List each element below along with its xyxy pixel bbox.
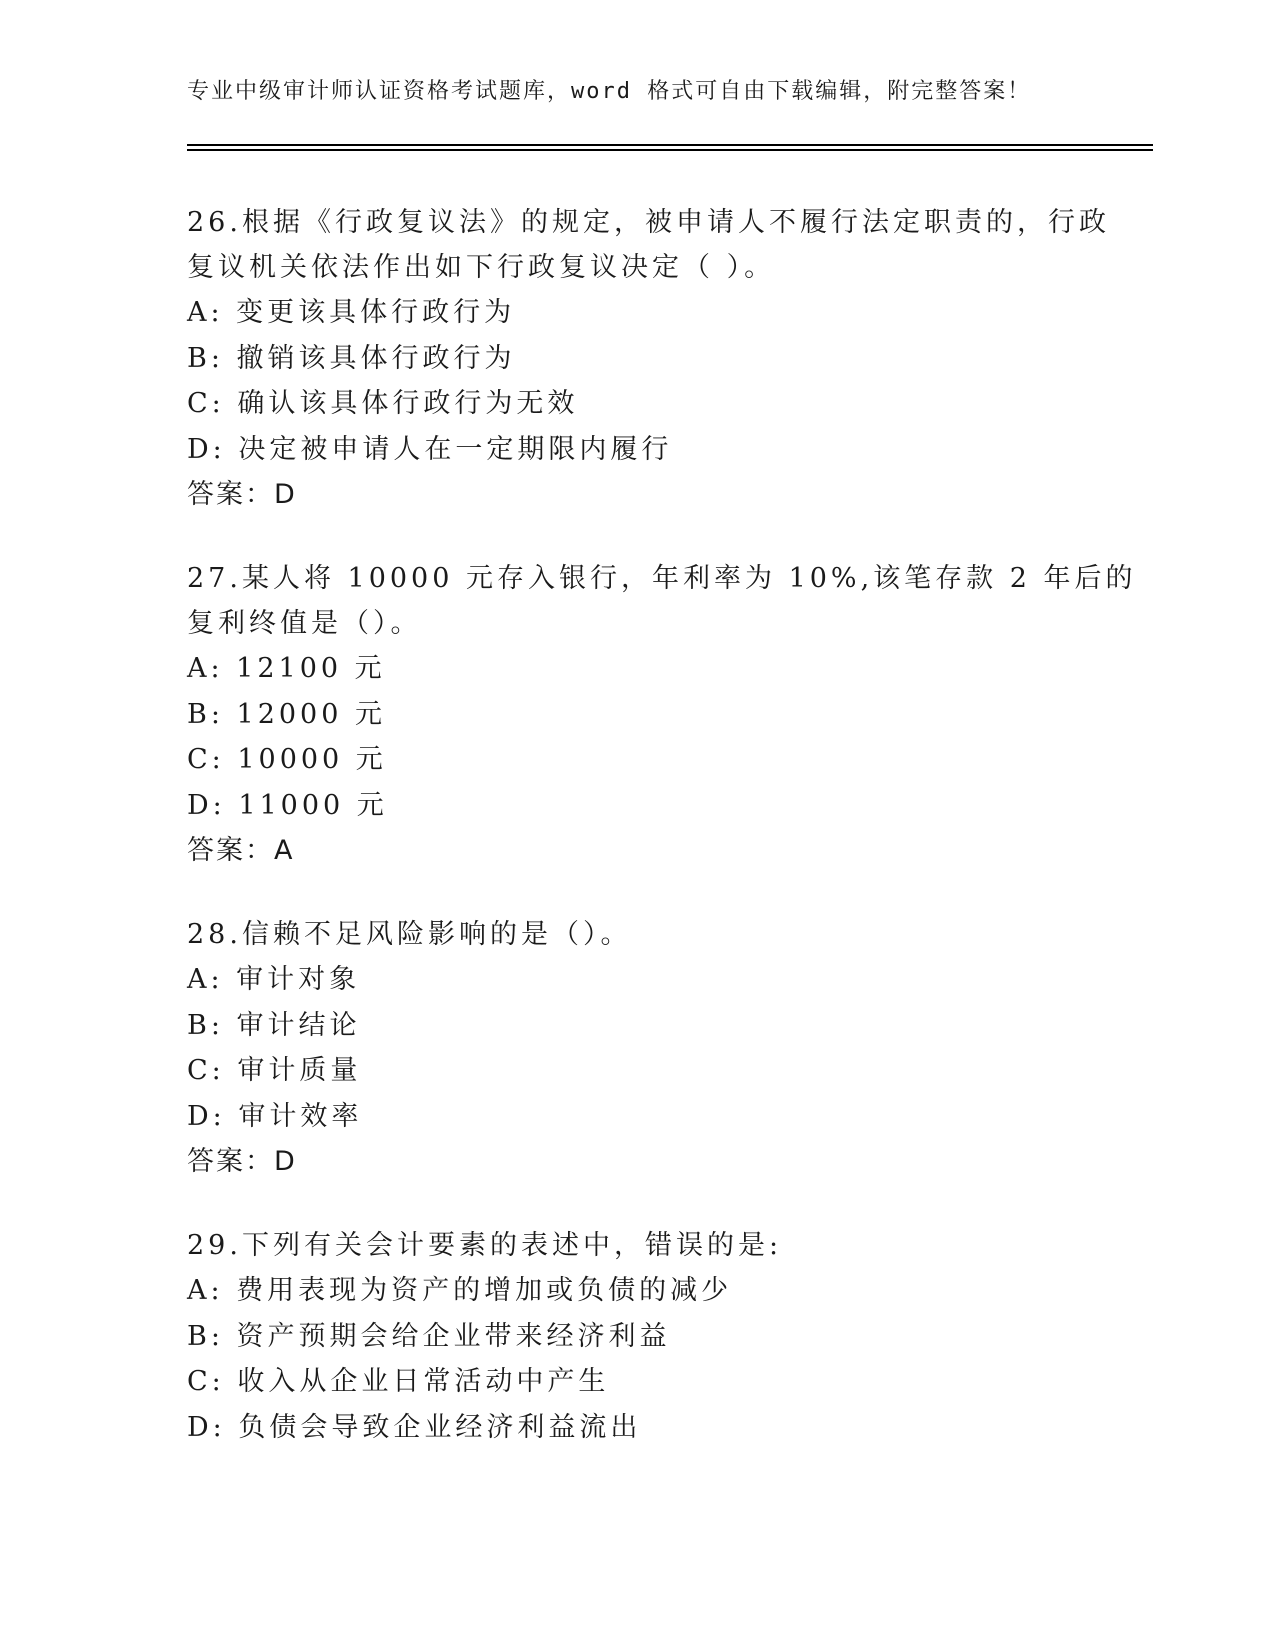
option-a: A: 审计对象 (187, 964, 361, 995)
option-b: B: 撤销该具体行政行为 (187, 342, 516, 374)
question-list (187, 200, 1137, 1488)
answer: 答案：D (187, 479, 297, 510)
option-a: A: 变更该具体行政行为 (187, 297, 516, 328)
option-a: A: 12100 元 (187, 653, 386, 684)
page-header: 专业中级审计师认证资格考试题库，word 格式可自由下载编辑，附完整答案！ (187, 79, 1032, 104)
question-stem: 27.某人将 10000 元存入银行，年利率为 10%,该笔存款 2 年后的复利终值是（）。 (187, 563, 1137, 639)
option-b: B: 12000 元 (187, 698, 386, 730)
answer: 答案：A (187, 835, 295, 866)
question-29 (187, 1223, 1137, 1450)
option-c: C: 10000 元 (187, 744, 387, 775)
option-d: D: 11000 元 (187, 789, 388, 821)
option-d: D: 决定被申请人在一定期限内履行 (187, 433, 673, 465)
question-27 (187, 556, 1137, 874)
header-divider-second (187, 149, 1153, 151)
question-26 (187, 200, 1137, 518)
header-divider (187, 144, 1153, 146)
option-c: C: 收入从企业日常活动中产生 (187, 1366, 610, 1397)
option-b: B: 审计结论 (187, 1009, 361, 1041)
question-stem: 26.根据《行政复议法》的规定，被申请人不履行法定职责的，行政复议机关依法作出如下行政复议决定（ ）。 (187, 207, 1110, 283)
option-c: C: 确认该具体行政行为无效 (187, 388, 579, 419)
option-b: B: 资产预期会给企业带来经济利益 (187, 1320, 671, 1352)
question-stem: 28.信赖不足风险影响的是（）。 (187, 919, 632, 950)
option-d: D: 负债会导致企业经济利益流出 (187, 1411, 642, 1443)
question-28 (187, 912, 1137, 1185)
question-stem: 29.下列有关会计要素的表述中，错误的是: (187, 1230, 783, 1261)
option-a: A: 费用表现为资产的增加或负债的减少 (187, 1275, 733, 1306)
option-d: D: 审计效率 (187, 1100, 363, 1132)
answer: 答案：D (187, 1146, 297, 1177)
option-c: C: 审计质量 (187, 1055, 362, 1086)
